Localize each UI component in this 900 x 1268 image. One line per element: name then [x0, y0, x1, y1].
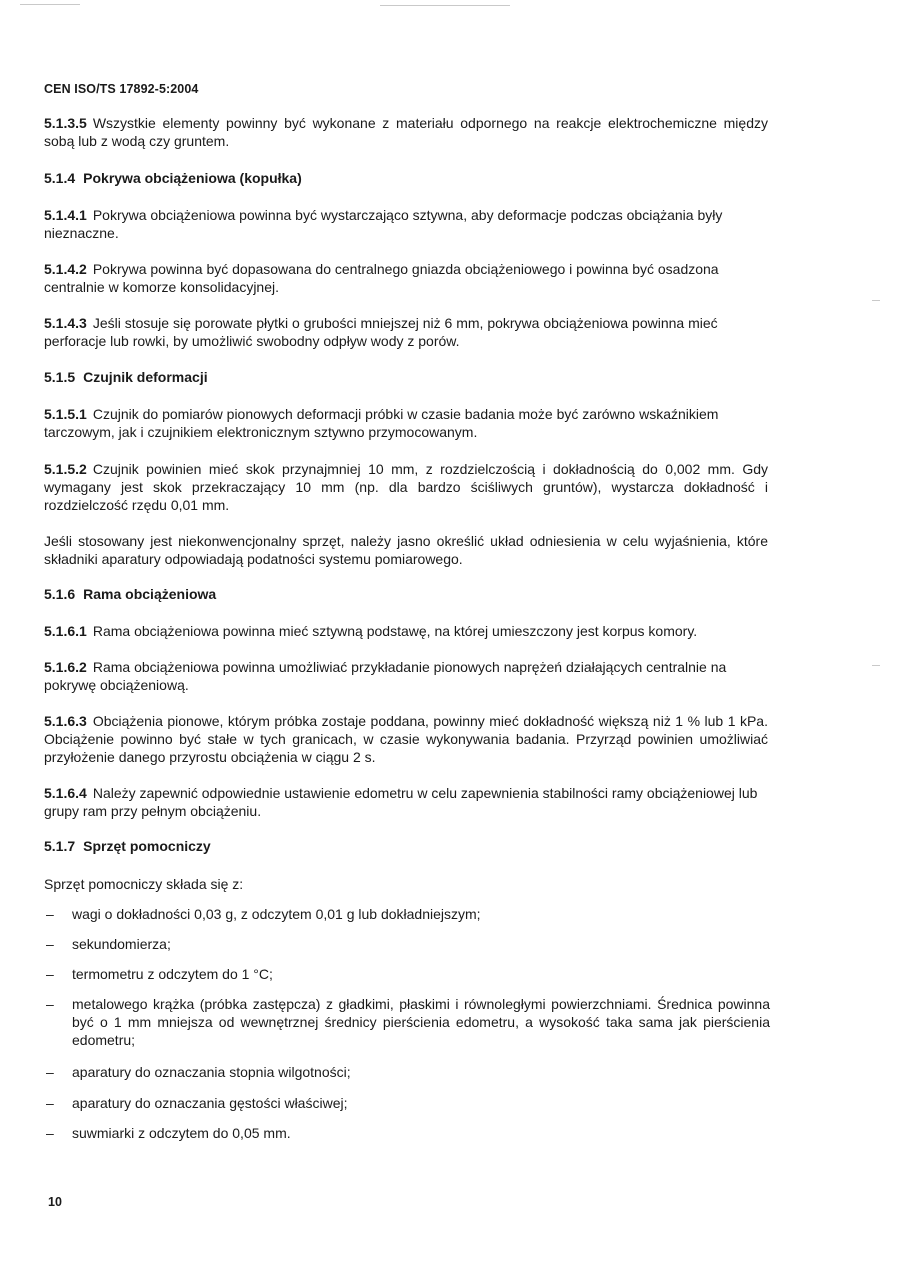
section-heading-5-1-4	[44, 170, 302, 186]
paragraph-5-1-4-2	[44, 260, 768, 296]
list-item	[44, 935, 770, 953]
page-number: 10	[48, 1195, 62, 1209]
list-item-text: wagi o dokładności 0,03 g, z odczytem 0,01 g lub dokładniejszym;	[72, 906, 481, 922]
paragraph-number: 5.1.6.3	[44, 713, 87, 729]
paragraph-5-1-6-4	[44, 784, 768, 820]
dash-bullet-icon: –	[46, 1064, 54, 1080]
paragraph-text: Sprzęt pomocniczy składa się z:	[44, 876, 244, 892]
paragraph-text: Rama obciążeniowa powinna umożliwiać przykładanie pionowych naprężeń działających centralnie na pokrywę obciążeniową.	[44, 659, 727, 693]
paragraph-5-1-6-2	[44, 658, 768, 694]
paragraph-number: 5.1.5.1	[44, 406, 87, 422]
paragraph-text: Pokrywa obciążeniowa powinna być wystarczająco sztywna, aby deformacje podczas obciążania były nieznaczne.	[44, 207, 723, 241]
paragraph-5-1-6-3	[44, 712, 768, 766]
paragraph-text: Wszystkie elementy powinny być wykonane z materiału odpornego na reakcje elektrochemiczne między sobą lub z wodą czy gruntem.	[44, 115, 768, 149]
section-heading-5-1-5	[44, 369, 208, 385]
list-item	[44, 905, 770, 923]
paragraph-text: Obciążenia pionowe, którym próbka zostaje poddana, powinny mieć dokładność większą niż 1 % lub 1 kPa. Obciążenie powinno być stałe w tych granicach, w czasie wykonywania badania. Przyrząd powinien umożliwiać przyłożenie danego przyrostu obciążenia w ciągu 2 s.	[44, 713, 768, 765]
dash-bullet-icon: –	[46, 936, 54, 952]
list-item	[44, 1063, 770, 1081]
paragraph-text: Jeśli stosuje się porowate płytki o grubości mniejszej niż 6 mm, pokrywa obciążeniowa powinna mieć perforacje lub rowki, by umożliwić swobodny odpływ wody z porów.	[44, 315, 718, 349]
paragraph-text: Czujnik do pomiarów pionowych deformacji próbki w czasie badania może być zarówno wskaźnikiem tarczowym, jak i czujnikiem elektronicznym sztywno przymocowanym.	[44, 406, 719, 440]
paragraph-number: 5.1.4.2	[44, 261, 87, 277]
section-heading-5-1-7	[44, 838, 211, 854]
paragraph-note	[44, 532, 768, 568]
list-item-text: sekundomierza;	[72, 936, 171, 952]
paragraph-number: 5.1.6.1	[44, 623, 87, 639]
paragraph-number: 5.1.6.4	[44, 785, 87, 801]
scan-artifact	[872, 300, 880, 301]
list-item	[44, 965, 770, 983]
list-intro	[44, 875, 768, 893]
paragraph-5-1-4-1	[44, 206, 768, 242]
list-item	[44, 1124, 770, 1142]
dash-bullet-icon: –	[46, 906, 54, 922]
paragraph-text: Czujnik powinien mieć skok przynajmniej 10 mm, z rozdzielczością i dokładnością do 0,002 mm. Gdy wymagany jest skok przekraczający 10 mm (np. dla bardzo ściśliwych gruntów), wystarcza dokładność i rozdzielczość rzędu 0,01 mm.	[44, 461, 768, 513]
paragraph-number: 5.1.6.2	[44, 659, 87, 675]
paragraph-text: Rama obciążeniowa powinna mieć sztywną podstawę, na której umieszczony jest korpus komory.	[92, 623, 698, 639]
section-heading-5-1-6	[44, 586, 216, 602]
list-item-text: metalowego krążka (próbka zastępcza) z gładkimi, płaskimi i równoległymi powierzchniami. Średnica powinna być o 1 mm mniejsza od wewnętrznej średnicy pierścienia edometru, a wysokość taka sama jak pierścienia edometru;	[72, 996, 770, 1048]
scan-artifact	[872, 665, 880, 666]
paragraph-text: Należy zapewnić odpowiednie ustawienie edometru w celu zapewnienia stabilności ramy obciążeniowej lub grupy ram przy pełnym obciążeniu.	[44, 785, 758, 819]
paragraph-number: 5.1.4.1	[44, 207, 87, 223]
document-header: CEN ISO/TS 17892-5:2004	[44, 82, 199, 96]
heading-title: Sprzęt pomocniczy	[83, 838, 211, 854]
heading-title: Rama obciążeniowa	[83, 586, 217, 602]
dash-bullet-icon: –	[46, 1095, 54, 1111]
list-item	[44, 1094, 770, 1112]
heading-number: 5.1.6	[44, 586, 76, 602]
paragraph-5-1-5-2	[44, 460, 768, 514]
paragraph-5-1-4-3	[44, 314, 768, 350]
list-item	[44, 995, 770, 1049]
heading-number: 5.1.7	[44, 838, 76, 854]
paragraph-number: 5.1.4.3	[44, 315, 87, 331]
paragraph-number: 5.1.5.2	[44, 461, 87, 477]
scan-artifact	[380, 5, 510, 6]
paragraph-number: 5.1.3.5	[44, 115, 87, 131]
paragraph-5-1-5-1	[44, 405, 768, 441]
heading-number: 5.1.4	[44, 170, 76, 186]
heading-number: 5.1.5	[44, 369, 76, 385]
dash-bullet-icon: –	[46, 966, 54, 982]
dash-bullet-icon: –	[46, 996, 54, 1012]
list-item-text: termometru z odczytem do 1 °C;	[72, 966, 273, 982]
paragraph-5-1-3-5	[44, 114, 768, 150]
heading-title: Pokrywa obciążeniowa (kopułka)	[83, 170, 302, 186]
list-item-text: suwmiarki z odczytem do 0,05 mm.	[72, 1125, 291, 1141]
list-item-text: aparatury do oznaczania stopnia wilgotności;	[72, 1064, 351, 1080]
list-item-text: aparatury do oznaczania gęstości właściwej;	[72, 1095, 348, 1111]
paragraph-text: Jeśli stosowany jest niekonwencjonalny sprzęt, należy jasno określić układ odniesienia w celu wyjaśnienia, które składniki aparatury odpowiadają podatności systemu pomiarowego.	[44, 533, 768, 567]
paragraph-5-1-6-1	[44, 622, 768, 640]
dash-bullet-icon: –	[46, 1125, 54, 1141]
paragraph-text: Pokrywa powinna być dopasowana do centralnego gniazda obciążeniowego i powinna być osadzona centralnie w komorze konsolidacyjnej.	[44, 261, 719, 295]
heading-title: Czujnik deformacji	[83, 369, 208, 385]
scan-artifact	[20, 4, 80, 5]
